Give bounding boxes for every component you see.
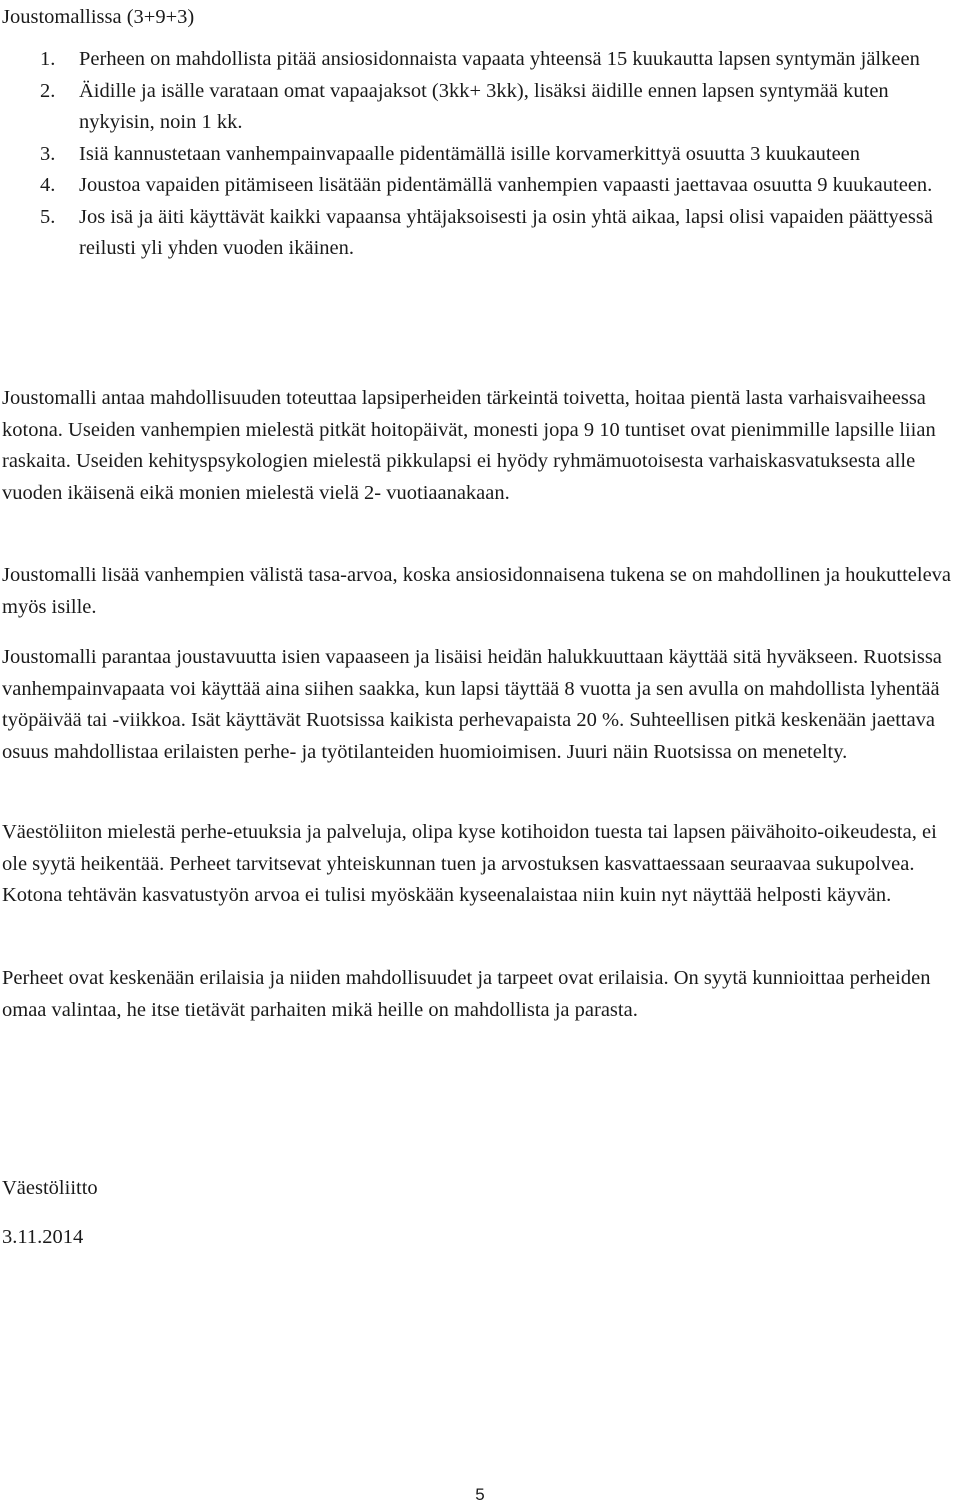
list-item — [0, 44, 960, 76]
list-item-number: 3. — [40, 142, 56, 165]
paragraph-equality: Joustomalli lisää vanhempien välistä tasa-arvoa, koska ansiosidonnaisena tukena se on mahdollinen ja houkutteleva myös isille. — [2, 564, 952, 618]
paragraph-family-choice: Perheet ovat keskenään erilaisia ja niiden mahdollisuudet ja tarpeet ovat erilaisia. On syytä kunnioittaa perheiden omaa valintaa, he itse tietävät parhaiten mikä heille on mahdollista ja parasta. — [2, 967, 931, 1021]
signature-organization: Väestöliitto — [2, 1177, 98, 1199]
list-item-text: Perheen on mahdollista pitää ansiosidonnaista vapaata yhteensä 15 kuukautta lapsen syntymän jälkeen — [79, 48, 920, 70]
list-item-number: 5. — [40, 205, 56, 228]
list-item-number: 2. — [40, 79, 56, 102]
list-item-number: 1. — [40, 48, 56, 70]
paragraph-sweden-comparison: Joustomalli parantaa joustavuutta isien vapaaseen ja lisäisi heidän halukkuuttaan käyttää sitä hyväkseen. Ruotsissa vanhempainvapaata voi käyttää aina siihen saakka, kun lapsi täyttää 8 vuotta ja sen avulla on mahdollista lyhentää työpäivää tai -viikkoa. Isät käyttävät Ruotsissa kaikista perhevapaista 20 %. Suhteellisen pitkä keskenään jaettava osuus mahdollistaa erilaisten perhe- ja työtilanteiden huomioimisen. Juuri näin Ruotsissa on menetelty. — [2, 646, 942, 763]
document-date: 3.11.2014 — [2, 1226, 84, 1248]
list-item — [0, 139, 960, 171]
list-item-text: Äidille ja isälle varataan omat vapaajaksot (3kk+ 3kk), lisäksi äidille ennen lapsen syntymää kuten nykyisin, noin 1 kk. — [79, 79, 889, 133]
list-item-text: Jos isä ja äiti käyttävät kaikki vapaansa yhtäjaksoisesti ja osin yhtä aikaa, lapsi olisi vapaiden päättyessä reilusti yli yhden vuoden ikäinen. — [79, 205, 933, 259]
list-item — [0, 76, 960, 139]
list-item-text: Isiä kannustetaan vanhempainvapaalle pidentämällä isille korvamerkittyä osuutta 3 kuukauteen — [79, 142, 861, 165]
paragraph-family-benefits: Väestöliiton mielestä perhe-etuuksia ja palveluja, olipa kyse kotihoidon tuesta tai lapsen päivähoito-oikeudesta, ei ole syytä heikentää. Perheet tarvitsevat yhteiskunnan tuen ja arvostuksen kasvattaessaan seuraavaa sukupolvea. Kotona tehtävän kasvatustyön arvoa ei tulisi myöskään kyseenalaistaa niin kuin nyt näyttää helposti käyvän. — [2, 821, 937, 906]
list-item — [0, 202, 960, 265]
list-item — [0, 170, 960, 202]
section-heading: Joustomallissa (3+9+3) — [2, 6, 195, 28]
numbered-list — [0, 44, 960, 265]
list-item-text: Joustoa vapaiden pitämiseen lisätään pidentämällä vanhempien vapaasti jaettavaa osuutta 9 kuukauteen. — [79, 174, 933, 196]
list-item-number: 4. — [40, 174, 56, 196]
paragraph-joustomalli-benefits: Joustomalli antaa mahdollisuuden toteuttaa lapsiperheiden tärkeintä toivetta, hoitaa pientä lasta varhaisvaiheessa kotona. Useiden vanhempien mielestä pitkät hoitopäivät, monesti jopa 9 10 tuntiset ovat pienimmille lapsille liian raskaita. Useiden kehityspsykologien mielestä pikkulapsi ei hyödy ryhmämuotoisesta varhaiskasvatuksesta alle vuoden ikäisenä eikä monien mielestä vielä 2- vuotiaanakaan. — [2, 387, 936, 504]
page-number: 5 — [475, 1485, 485, 1504]
